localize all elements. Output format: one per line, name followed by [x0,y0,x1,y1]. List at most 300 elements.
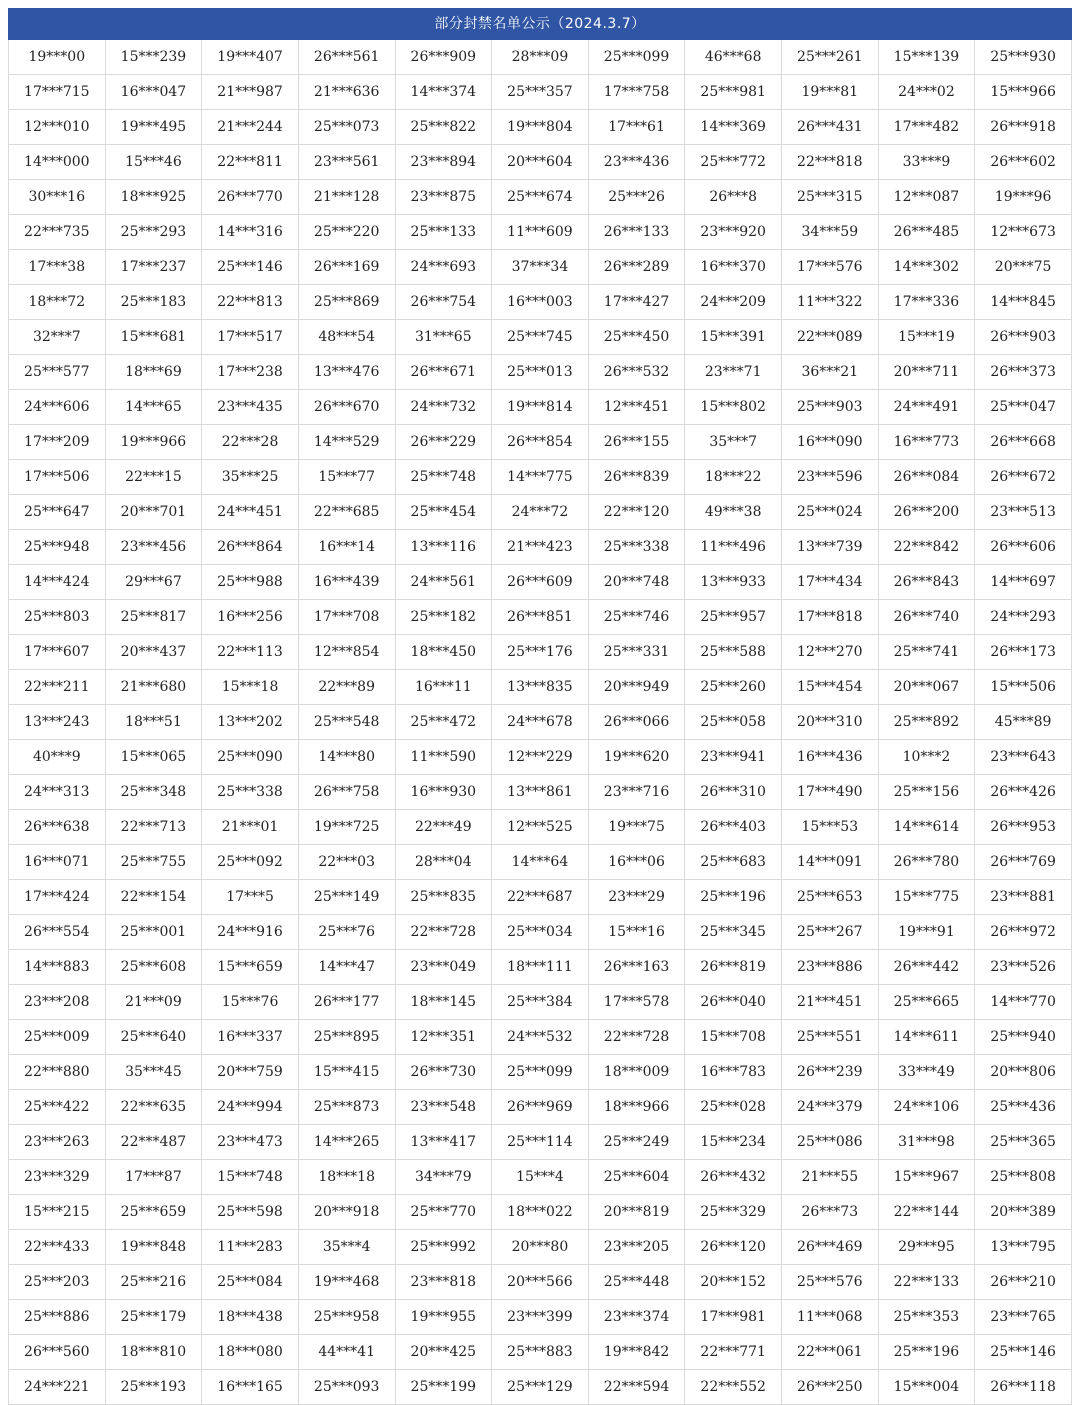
id-cell: 26***210 [975,1265,1072,1300]
id-cell: 34***79 [395,1160,492,1195]
id-cell: 35***25 [202,460,299,495]
id-cell: 20***918 [298,1195,395,1230]
id-cell: 15***18 [202,670,299,705]
id-cell: 26***431 [782,110,879,145]
id-cell: 23***886 [782,950,879,985]
id-cell: 25***092 [202,845,299,880]
table-row [9,810,1072,845]
id-cell: 15***16 [588,915,685,950]
id-cell: 26***730 [395,1055,492,1090]
id-cell: 19***407 [202,40,299,75]
id-cell: 31***98 [878,1125,975,1160]
id-cell: 26***442 [878,950,975,985]
id-cell: 44***41 [298,1335,395,1370]
id-cell: 26***969 [492,1090,589,1125]
id-cell: 25***981 [685,75,782,110]
id-cell: 14***80 [298,740,395,775]
id-cell: 12***451 [588,390,685,425]
id-cell: 36***21 [782,355,879,390]
id-cell: 24***606 [9,390,106,425]
id-cell: 45***89 [975,705,1072,740]
id-cell: 23***818 [395,1265,492,1300]
id-cell: 14***614 [878,810,975,845]
page-title: 部分封禁名单公示（2024.3.7） [8,8,1072,40]
id-cell: 15***802 [685,390,782,425]
id-cell: 14***316 [202,215,299,250]
id-cell: 25***436 [975,1090,1072,1125]
id-cell: 22***133 [878,1265,975,1300]
id-cell: 25***338 [588,530,685,565]
id-cell: 25***348 [105,775,202,810]
id-cell: 22***771 [685,1335,782,1370]
id-cell: 25***748 [395,460,492,495]
id-cell: 26***066 [588,705,685,740]
id-cell: 19***620 [588,740,685,775]
id-cell: 21***636 [298,75,395,110]
id-cell: 15***065 [105,740,202,775]
id-cell: 13***933 [685,565,782,600]
id-cell: 25***450 [588,320,685,355]
id-cell: 25***903 [782,390,879,425]
id-cell: 22***487 [105,1125,202,1160]
id-cell: 26***173 [975,635,1072,670]
id-cell: 26***972 [975,915,1072,950]
id-cell: 25***659 [105,1195,202,1230]
id-cell: 26***229 [395,425,492,460]
id-cell: 26***239 [782,1055,879,1090]
table-row [9,1125,1072,1160]
id-cell: 26***432 [685,1160,782,1195]
id-cell: 25***665 [878,985,975,1020]
id-cell: 17***237 [105,250,202,285]
id-cell: 35***45 [105,1055,202,1090]
id-cell: 25***353 [878,1300,975,1335]
id-cell: 14***770 [975,985,1072,1020]
table-row [9,320,1072,355]
id-cell: 15***506 [975,670,1072,705]
id-cell: 18***145 [395,985,492,1020]
id-cell: 21***451 [782,985,879,1020]
id-cell: 25***608 [105,950,202,985]
id-cell: 21***09 [105,985,202,1020]
id-cell: 23***205 [588,1230,685,1265]
id-cell: 22***120 [588,495,685,530]
id-cell: 20***711 [878,355,975,390]
id-cell: 25***958 [298,1300,395,1335]
id-cell: 25***345 [685,915,782,950]
id-cell: 23***548 [395,1090,492,1125]
id-cell: 25***746 [588,600,685,635]
id-cell: 14***611 [878,1020,975,1055]
id-cell: 15***454 [782,670,879,705]
id-cell: 26***770 [202,180,299,215]
id-cell: 22***728 [588,1020,685,1055]
id-cell: 15***77 [298,460,395,495]
id-cell: 15***967 [878,1160,975,1195]
id-cell: 15***139 [878,40,975,75]
id-cell: 25***674 [492,180,589,215]
id-cell: 26***250 [782,1370,879,1405]
id-cell: 11***322 [782,285,879,320]
id-cell: 26***289 [588,250,685,285]
table-row [9,635,1072,670]
id-cell: 22***154 [105,880,202,915]
id-cell: 14***091 [782,845,879,880]
id-cell: 17***576 [782,250,879,285]
id-cell: 17***238 [202,355,299,390]
id-cell: 21***128 [298,180,395,215]
table-row [9,1020,1072,1055]
id-cell: 17***715 [9,75,106,110]
ban-list-document [8,8,1072,1405]
id-cell: 18***438 [202,1300,299,1335]
id-cell: 23***881 [975,880,1072,915]
id-cell: 14***845 [975,285,1072,320]
id-cell: 18***22 [685,460,782,495]
table-row [9,705,1072,740]
id-cell: 12***673 [975,215,1072,250]
id-cell: 26***839 [588,460,685,495]
id-cell: 26***084 [878,460,975,495]
id-cell: 21***680 [105,670,202,705]
id-cell: 25***873 [298,1090,395,1125]
id-cell: 24***732 [395,390,492,425]
id-cell: 24***313 [9,775,106,810]
id-cell: 20***067 [878,670,975,705]
id-cell: 26***851 [492,600,589,635]
id-cell: 25***745 [492,320,589,355]
id-cell: 13***202 [202,705,299,740]
table-row [9,390,1072,425]
id-cell: 15***966 [975,75,1072,110]
id-cell: 13***861 [492,775,589,810]
table-row [9,1370,1072,1405]
id-cell: 23***716 [588,775,685,810]
id-cell: 13***835 [492,670,589,705]
id-cell: 12***854 [298,635,395,670]
id-cell: 26***864 [202,530,299,565]
id-cell: 19***842 [588,1335,685,1370]
id-cell: 17***38 [9,250,106,285]
id-cell: 14***424 [9,565,106,600]
id-cell: 25***930 [975,40,1072,75]
id-cell: 26***532 [588,355,685,390]
id-cell: 23***875 [395,180,492,215]
id-cell: 26***668 [975,425,1072,460]
id-cell: 26***602 [975,145,1072,180]
id-cell: 26***903 [975,320,1072,355]
id-cell: 30***16 [9,180,106,215]
id-cell: 22***880 [9,1055,106,1090]
id-cell: 25***338 [202,775,299,810]
id-cell: 25***886 [9,1300,106,1335]
id-cell: 26***740 [878,600,975,635]
id-cell: 18***080 [202,1335,299,1370]
id-cell: 15***234 [685,1125,782,1160]
id-cell: 23***513 [975,495,1072,530]
id-cell: 22***089 [782,320,879,355]
id-cell: 17***5 [202,880,299,915]
id-cell: 19***75 [588,810,685,845]
id-cell: 19***814 [492,390,589,425]
id-cell: 17***87 [105,1160,202,1195]
id-cell: 25***058 [685,705,782,740]
table-row [9,1090,1072,1125]
id-cell: 17***490 [782,775,879,810]
table-row [9,1335,1072,1370]
id-cell: 18***966 [588,1090,685,1125]
table-row [9,40,1072,75]
id-cell: 19***00 [9,40,106,75]
id-cell: 23***920 [685,215,782,250]
table-row [9,775,1072,810]
id-cell: 25***598 [202,1195,299,1230]
id-cell: 16***436 [782,740,879,775]
id-cell: 26***843 [878,565,975,600]
ban-list-body [9,40,1072,1405]
id-cell: 12***525 [492,810,589,845]
id-cell: 11***590 [395,740,492,775]
id-cell: 18***450 [395,635,492,670]
id-cell: 15***004 [878,1370,975,1405]
id-cell: 24***693 [395,250,492,285]
id-cell: 19***495 [105,110,202,145]
id-cell: 17***517 [202,320,299,355]
id-cell: 26***953 [975,810,1072,845]
id-cell: 24***532 [492,1020,589,1055]
id-cell: 14***374 [395,75,492,110]
id-cell: 13***243 [9,705,106,740]
id-cell: 22***685 [298,495,395,530]
id-cell: 23***894 [395,145,492,180]
table-row [9,180,1072,215]
id-cell: 25***114 [492,1125,589,1160]
table-row [9,425,1072,460]
id-cell: 25***472 [395,705,492,740]
id-cell: 17***506 [9,460,106,495]
id-cell: 25***741 [878,635,975,670]
id-cell: 23***473 [202,1125,299,1160]
id-cell: 33***9 [878,145,975,180]
id-cell: 19***725 [298,810,395,845]
id-cell: 25***028 [685,1090,782,1125]
id-cell: 16***11 [395,670,492,705]
id-cell: 19***91 [878,915,975,950]
id-cell: 25***683 [685,845,782,880]
id-cell: 23***561 [298,145,395,180]
id-cell: 14***64 [492,845,589,880]
id-cell: 17***482 [878,110,975,145]
id-cell: 25***220 [298,215,395,250]
id-cell: 32***7 [9,320,106,355]
id-cell: 26***73 [782,1195,879,1230]
id-cell: 16***370 [685,250,782,285]
id-cell: 23***526 [975,950,1072,985]
id-cell: 22***594 [588,1370,685,1405]
id-cell: 16***439 [298,565,395,600]
id-cell: 25***895 [298,1020,395,1055]
table-row [9,845,1072,880]
id-cell: 18***18 [298,1160,395,1195]
id-cell: 20***152 [685,1265,782,1300]
id-cell: 29***67 [105,565,202,600]
id-cell: 19***468 [298,1265,395,1300]
id-cell: 14***883 [9,950,106,985]
id-cell: 18***009 [588,1055,685,1090]
id-cell: 28***04 [395,845,492,880]
id-cell: 25***084 [202,1265,299,1300]
id-cell: 25***034 [492,915,589,950]
id-cell: 24***678 [492,705,589,740]
id-cell: 25***099 [588,40,685,75]
id-cell: 25***196 [878,1335,975,1370]
id-cell: 25***261 [782,40,879,75]
id-cell: 25***073 [298,110,395,145]
id-cell: 25***293 [105,215,202,250]
id-cell: 25***093 [298,1370,395,1405]
id-cell: 17***336 [878,285,975,320]
id-cell: 22***49 [395,810,492,845]
id-cell: 22***113 [202,635,299,670]
id-cell: 15***19 [878,320,975,355]
table-row [9,1300,1072,1335]
id-cell: 25***26 [588,180,685,215]
id-cell: 18***69 [105,355,202,390]
id-cell: 15***748 [202,1160,299,1195]
table-row [9,950,1072,985]
id-cell: 25***047 [975,390,1072,425]
id-cell: 15***659 [202,950,299,985]
id-cell: 16***047 [105,75,202,110]
id-cell: 17***818 [782,600,879,635]
id-cell: 25***940 [975,1020,1072,1055]
id-cell: 25***183 [105,285,202,320]
id-cell: 25***422 [9,1090,106,1125]
id-cell: 26***780 [878,845,975,880]
id-cell: 23***643 [975,740,1072,775]
id-cell: 19***955 [395,1300,492,1335]
id-cell: 22***433 [9,1230,106,1265]
id-cell: 24***916 [202,915,299,950]
table-row [9,1265,1072,1300]
id-cell: 20***701 [105,495,202,530]
id-cell: 16***071 [9,845,106,880]
id-cell: 17***209 [9,425,106,460]
id-cell: 14***529 [298,425,395,460]
id-cell: 25***013 [492,355,589,390]
id-cell: 25***146 [975,1335,1072,1370]
id-cell: 22***211 [9,670,106,705]
id-cell: 20***566 [492,1265,589,1300]
id-cell: 25***653 [782,880,879,915]
id-cell: 18***111 [492,950,589,985]
id-cell: 26***485 [878,215,975,250]
id-cell: 25***199 [395,1370,492,1405]
id-cell: 25***009 [9,1020,106,1055]
id-cell: 13***476 [298,355,395,390]
id-cell: 26***671 [395,355,492,390]
id-cell: 25***755 [105,845,202,880]
id-cell: 15***53 [782,810,879,845]
table-row [9,670,1072,705]
id-cell: 14***000 [9,145,106,180]
id-cell: 17***758 [588,75,685,110]
id-cell: 11***283 [202,1230,299,1265]
id-cell: 14***697 [975,565,1072,600]
id-cell: 11***496 [685,530,782,565]
id-cell: 22***552 [685,1370,782,1405]
id-cell: 15***46 [105,145,202,180]
id-cell: 19***848 [105,1230,202,1265]
id-cell: 16***003 [492,285,589,320]
id-cell: 24***02 [878,75,975,110]
id-cell: 23***374 [588,1300,685,1335]
id-cell: 10***2 [878,740,975,775]
id-cell: 35***7 [685,425,782,460]
id-cell: 23***596 [782,460,879,495]
id-cell: 15***391 [685,320,782,355]
id-cell: 16***930 [395,775,492,810]
id-cell: 25***835 [395,880,492,915]
id-cell: 25***588 [685,635,782,670]
id-cell: 13***116 [395,530,492,565]
id-cell: 26***8 [685,180,782,215]
table-row [9,145,1072,180]
id-cell: 26***310 [685,775,782,810]
id-cell: 25***817 [105,600,202,635]
id-cell: 20***425 [395,1335,492,1370]
id-cell: 16***773 [878,425,975,460]
id-cell: 26***754 [395,285,492,320]
id-cell: 23***329 [9,1160,106,1195]
id-cell: 23***71 [685,355,782,390]
id-cell: 26***909 [395,40,492,75]
id-cell: 23***208 [9,985,106,1020]
id-cell: 25***365 [975,1125,1072,1160]
id-cell: 15***775 [878,880,975,915]
id-cell: 20***819 [588,1195,685,1230]
id-cell: 24***209 [685,285,782,320]
table-row [9,740,1072,775]
id-cell: 20***389 [975,1195,1072,1230]
id-cell: 14***302 [878,250,975,285]
id-cell: 20***806 [975,1055,1072,1090]
id-cell: 24***379 [782,1090,879,1125]
id-cell: 22***635 [105,1090,202,1125]
id-cell: 23***436 [588,145,685,180]
id-cell: 26***133 [588,215,685,250]
table-row [9,460,1072,495]
id-cell: 26***403 [685,810,782,845]
id-cell: 26***672 [975,460,1072,495]
id-cell: 25***086 [782,1125,879,1160]
id-cell: 25***193 [105,1370,202,1405]
id-cell: 25***099 [492,1055,589,1090]
id-cell: 14***65 [105,390,202,425]
id-cell: 25***133 [395,215,492,250]
id-cell: 23***456 [105,530,202,565]
id-cell: 25***948 [9,530,106,565]
id-cell: 25***822 [395,110,492,145]
id-cell: 17***607 [9,635,106,670]
id-cell: 22***813 [202,285,299,320]
id-cell: 31***65 [395,320,492,355]
id-cell: 26***758 [298,775,395,810]
id-cell: 20***437 [105,635,202,670]
id-cell: 25***024 [782,495,879,530]
table-row [9,1230,1072,1265]
id-cell: 19***81 [782,75,879,110]
